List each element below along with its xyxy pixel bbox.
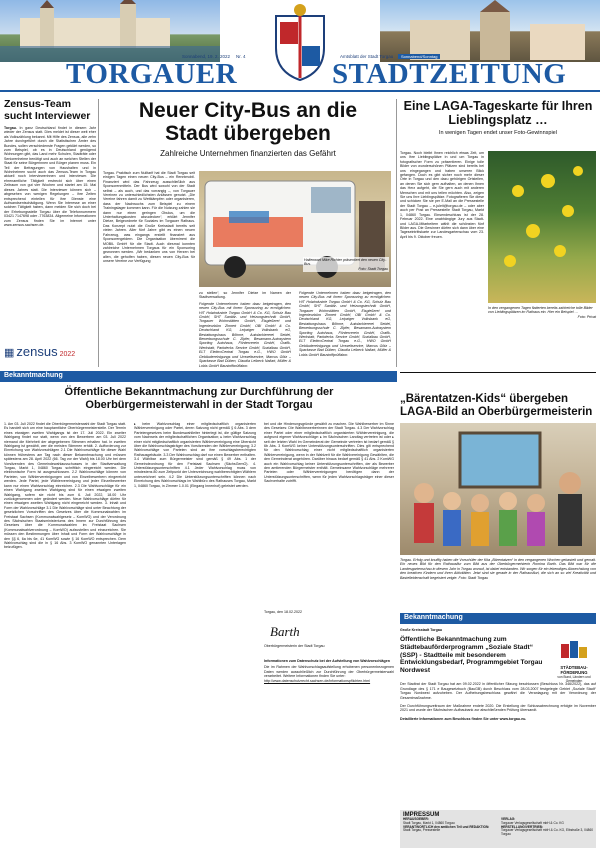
column-divider — [98, 99, 99, 367]
wahl-signer: Oberbürgermeisterin der Stadt Torgau — [264, 644, 325, 649]
laga-caption — [488, 306, 596, 319]
impressum-label-2: VERANTWORTLICH den amtlichen Teil und REDAKTION: — [403, 824, 490, 829]
laga-article — [400, 99, 596, 369]
impressum-label-5: HERSTELLUNG/VERTRIEB: — [501, 824, 543, 829]
citybus-sponsors-cont: Folgende Unternehmen haben dazu beigetragen, den neuen City-Bus mit ihrem Sponsoring zu ermöglichen: HIT Holzindustrie Torgau GmbH & Co. KG, Schulz Bau GmbH, SHT Sanitär- und Heizungstechnik GmbH, Torgauer Wohnstätten GmbH, Eisgießerei und Ingenieurbüro Zinnert GmbH, OBI GmbH & Co. Deutschland KG, Leipziger Volksbank eG, Bestattungshaus Böhme, Autolackiererei Seidel, Bewerbungsschule C. Zipfer, Besamann-Autosystem Sporting Autohaus, Förderverein GmbH, Grafik-Werkstatt, Parkdecks Service GmbH, Sozialbau GmbH, ELT ElektroCentral Torgau e.G., HWO GmbH Gebäudereinigungs und Umweltservice, Marcus Götz – Sparkasse Bad Düben, Claudia Leibeck Nailart, Müller & Lobis GmbH Baustoffprüflabor. — [299, 291, 391, 357]
wahl-col-c-text: bei und die Hinderungsgründe gewählt zu machen. Die Wahlbewerber im Sinne des Gesetzes: Die Wahlbewerberinnen der Stadt Torgau. 4.3 Der Wahlvorschlag einer Partei oder einer mitgliedschaftlich organisierten Wählervereinigung, die aufgrund eigener Wahlvorschläge: ▸ im Sächsischen Landtag vertreten ist oder ▸ seit der letzten Wahl im Gemeinderat der Gemeinde vertreten ist bedarf gemäß § 6b Abs. 3 KomWG keiner Unterstützungsunterschriften. Dies gilt entsprechend für den Wahlvorschlag einer nicht mitgliedschaftlich organisierten Wählervereinigung, wenn in der Wahlzeit für die Wahlvereinigung Gewählten, die den Gemeinderat angehören. Darüber hinaus bedarf gemäß § 41 Abs. 2 KomWG auch ein Wahlvorschlag keiner Unterstützungsunterschriften, der als Bewerber den amtierenden Bürgermeister enthält. Gemeinsame Wahlvorschläge mehrerer Parteien oder Wählervereinigungen benötigen dann der Unterstützungsunterschriften, wenn für jeden Wahlvorschlagsträger einer dieser Sachverhalte zutrifft. — [264, 422, 394, 484]
wahl-col-a: 1. Am 03. Juli 2022 findet die Oberbürgermeisterwahl der Stadt Torgau statt. Es handelt sich um eine hauptamtliche Oberbürgermeisterstelle. Der Termin eines etwaigen zweiten Wahlgangs ist der 17. Juli 2022. Ein zweiter Wahlgang findet nur statt, wenn von den Bewerbern am 03. Juli 2022 niemand die Mehrheit der abgegebenen Stimmen erhalten hat. In zweiten Wahlgang ist gewählt, wer die meisten Stimmen erhält. 2. Aufforderung zur Einreichung von Wahlvorschlägen 2.1 Die Wahlvorschläge für dieser Wahl können frühestens am Tag nach dieser Bekanntmachung und müssen spätestens am 28. April 2022 (66. Tag vor der Wahl) bis 18.00 Uhr bei dem Vorsitzenden des Gemeindewahlausschusses in der Stadtverwaltung Torgau, Markt 1, 04860 Torgau schriftlich eingereicht werden. Die elektronische Form ist ausgeschlossen. 2.2 Wahlvorschläge können von Parteien, von Wählervereinigungen und von Einzelbewerbern eingereicht werden. Jede Partei, jede Wählervereinigung und jeder Einzelbewerber kann nur einen Wahlvorschlag einreichen. 2.3 Die Wahlvorschläge für ein einen Wahlgang zweiten Wahlgang sind für einen etwaigen zweiten Wahlgang, sofern sie nicht bis zum 6. Juli 2022, 18.00 Uhr zurückgenommen oder geändert werden. Neue Wahlvorschläge dürfen für einen etwaigen zweiten Wahlgang nicht eingereicht werden. 3. Inhalt und Form der Wahlvorschläge 3.1 Die Wahlvorschläge sind unter Beachtung der gesetzlichen Vorschriften des Gesetzes über die Kommunalwahlen im Freistaat Sachsen (Kommunalwahlgesetz – KomWG) und der Verordnung des Sächsischen Staatsministeriums des Innern zur Durchführung des Gesetzes über die Kommunalwahlen im Freistaat Sachsen (Kommunalwahlverordnung – KomWO) aufzustellen und einzureichen. Sie müssen den Bestimmungen über Inhalt und Form der Wahlvorschläge in den §§ 6, 6a bis 6e, 41 KomWG sowie § 16 KomWO entsprechen. Dem Wahlvorschlag sind die in § 16 Abs. 3 KomWO genannten Unterlagen beizufügen. — [4, 422, 126, 550]
zensus-heading: Zensus-Team sucht Interviewer — [4, 98, 91, 122]
impressum-text-5: Torgauer Verlagsgesellschaft mbH & Co. KG, Elbstraße 3, 04860 Torgau — [501, 828, 593, 837]
citybus-headline: Neuer City-Bus an die Stadt übergeben — [138, 99, 358, 145]
citybus-col1: Torgau. Praktisch zum Nulltarif hat die Stadt Torgau seit einigen Tagen einen neuen City-Bus – ein Renntmobil. Finanziert wird das Fahrzeug ausschließlich aus Sponsorenmitteln. Der Bus wird sowohl von der Stadt selbst – als auch, und das vorrangig –, von Torgauer Vereinen zu unterschiedlichsten Anlässen genutzt. „Die Vereine fahren damit zu Wettkämpfen oder organisieren, dass der Nachwuchs zum Beispiel zu einem Trainingslager kommen kann. Für die Nutzung zahlen sie dann nur einen geringen Obulus, um die Unterhaltungskosten abzudecken“, erklärt Jennifer Dietze, Beigeordnete für Soziales im Torgauer Rathaus. Das Konzept nutzt die Große Kreisstadt bereits seit vielen Jahren. Aller fünf Jahre gibt es einen neuen Fahrzeug, was eingangs erstellt finanziert aus Sponsorengeldern. Die Organisation übernimmt die MOBIL GmbH für die Stadt. Auch diesmal konnten zahlreiche Unternehmen Torgaus für ein Sponsoring gewonnen werden. „Wir bedanken uns von Herzen bei allen, die geholfen haben, diesen neuen City-Bus für unsere Vereine zur Verfügung — [103, 171, 195, 264]
masthead-title-left: TORGAUER — [66, 58, 238, 90]
citybus-caption-credit: Foto: Stadt Torgau — [358, 266, 388, 271]
zensus-text: In ganz Deutschland findet in diesem Jahr wieder der Zensus statt. Dies meldet ist dieser weit eher als Volkszählung bekannt. Mit Hilfe des Zensus, alle zehn Jahre durchgeführt durch die Statistischen Ämter des Bundes, sollen verschiedenste Fragen geklärt werden, so zum Beispiel, ob es in Deutschland genügend Wohnungen gibt, das Land mehr Schulen, Stadträte oder Seniorenheime benötigt und auch an welchen Stellen der Staat für seine Bürgerinnen und Bürger planen muss. Ein Teil der Befragungen von Haushalten und in Wohnheimen sucht auch das Zensus-Team in Torgau aktuell noch Interviewerinnen und Interviewer. Die ehrenamtliche Tätigkeit erstreckt sich über einen Zeitraum von gut vier Wochen und startet am 15. Mai dieses Jahres statt. Die Interviewer können sich – abgesehen von wenigen Regelungen – ihre Zeiten entsprechend einteilen für ihre Dienste eine Aufwandsentschädigung. Wenn Sie Interesse an einer solchen Tätigkeit haben, dann melden Sie sich doch bei der Erhebungsstelle Torgau über die Telefonnummern 03421 7147698 oder -7763834. Allgemeine Informationen zum Zensus finden Sie im Internet unter www.zensus.sachsen.de. — [4, 126, 96, 227]
masthead-photo-left — [0, 0, 220, 62]
masthead-source: Sonnabend/Sonntag — [398, 54, 440, 59]
citybus-article — [103, 99, 393, 371]
bekanntmachung-bar — [0, 371, 397, 382]
laga-body: Torgau. Noch bleibt Ihnen reichlich etwas Zeit, um uns Ihre Lieblingsplätze in und um Torgau in fotografischer Form zu präsentieren. Einige tolle Bilder von wunderschönen Plätzen sind bereits bei uns eingegangen und haben unseren Blick gefangen. Doch es gibt sicher noch mehr dieser Orte in Torgau und den dazu gehörigen Ortsteilen, an denen Sie sich gern aufhalten, an denen Ihnen das Herz aufgeht, die Sie gern auch mit anderen Menschen und mit uns teilen möchten. Also, zeigen Sie uns Ihre Lieblingsplätze. Fotografieren Sie diese und schicken Sie sie per E-Mail an die Pressestelle der Stadt Torgau – e-juleit@torgau.de – oder aber auch per Post an Pressestelle Stadt Torgau, Markt 1, 04860 Torgau. Einsendeschluss ist der 28. Februar 2022. Eine unabhängige Jury aus Stadt- und LAGA-Mitarbeitern wählt die schönsten fünf Bilder aus. Die Gewinner dürfen sich dann über eine Tageseintrittskarte zur Landesgartenschau vom 23. April bis 9. Oktober freuen. — [400, 151, 484, 239]
wahl-col-c — [264, 422, 394, 846]
masthead-photo-right — [380, 0, 600, 62]
wahl-datenschutz-title: Informationen zum Datenschutz bei der Aufstellung von Wahlvorschlägen — [264, 658, 390, 663]
bekanntmachung-bar-2-label: Bekanntmachung — [404, 614, 463, 621]
wahl-datenschutz-body: Die im Rahmen der Wahlvorschlagsaufstellung erhobenen personenbezogenen Daten werden ausschließlich zur Durchführung der Oberbürgermeisterwahl verarbeitet. Weitere Informationen finden Sie unter: — [264, 665, 394, 679]
impressum-label-3: VERLAG: — [501, 817, 516, 821]
castle-illustration — [0, 0, 220, 62]
wahl-col-b: ▸ beim Wahlvorschlag einer mitgliedschaftlich organisierten Wählervereinigung oder Partei, deren Satzung nicht gemäß § 6 Abs. 3 dem Parteiengesetzes beim Bundeswahlleiter hinterlegt ist, die gültige Satzung vom Nachweis der mitgliedschaftlichen Organisation; ▸ beim Wahlvorschlag einer nicht mitgliedschaftlich organisierten Wählervereinigung eine Übersicht über die Wahlvorschlagsträger des Vorsitzenden der Wählervereinigung; 3.2 Wahlvorschläge von Parteien sind an ihre vorschlagsberechtigten Rathausgebäude. 3.3 Der Wahlvorschlag darf nur einen Bewerber enthalten. 3.4 Wählbar zum Bürgermeister sind gemäß § 49 Abs. 1 der Gemeindeordnung für den Freistaat Sachsen (SächsGemO). 4. Unterstützungsunterschriften 4.1 Jeder Wahlvorschlag muss von mindestens 80 zum Zeitpunkt der Unterzeichnung wahlberechtigten Wählern unterzeichnet sein. 4.2 Die Unterstützungsunterschriften können nach Einreichung des Wahlvorschlags im Wahlbüro des Rathauses Torgau, Markt 1, 04860 Torgau, in Zimmer 1.0.01 (Eingang Innenhof) geleistet werden. — [134, 422, 256, 488]
ssp-kicker: Große Kreisstadt Torgau — [400, 628, 443, 632]
citybus-photo — [199, 171, 391, 287]
citybus-col3a: zu stellen“, so Jennifer Dietze im Namen der Stadtverwaltung. — [199, 291, 291, 300]
wahl-place-date: Torgau, den 18.02.2022 — [264, 610, 302, 614]
baerentatzen-credit: Foto: Stadt Torgau — [458, 575, 489, 580]
zensus-logo-icon: ▦ — [4, 347, 15, 359]
citybus-col2 — [199, 291, 291, 367]
citybus-caption-text: Hallenwart Mike Richter präsentiert den neuen City-Bus. — [304, 258, 387, 267]
baerentatzen-caption-text: Torgau. Erfolg und knuffig haben die Vorschüler der Kita „Bärentatzen“ in den vergangenen Wochen gebastelt und gemalt. Ein neues Bild für den Rathausflur zum Bild aus der Oberbürgermeisterin Romina Barth. Das Bild war für die Landesgartenschau in diesem Jahr in Torgau worauf, ist dabei entstanden. Wir sorgen für ein lebendiges Abwechslung von den kreativen Kindern und ihren Aktivitäten. Jetzt sind sie gerade in der Rathausfluri, die sich an so viel Kreativität und Bastelleidenschaft begeistert zeigte. — [400, 558, 596, 580]
coat-of-arms — [262, 2, 338, 82]
wahl-title: Öffentliche Bekanntmachung zur Durchführung der Oberbürgermeisterwahl in der Stadt Torgau — [64, 386, 334, 411]
impressum — [400, 810, 596, 848]
zensus-logo-text: zensus — [16, 344, 58, 359]
impressum-text-1: Stadt Torgau, Markt 1, 04860 Torgau — [403, 820, 455, 825]
ssp-note: Detaillierte Informationen zum Beschluss finden Sie unter www.torgau.eu. — [400, 716, 527, 721]
ssp-announcement — [400, 628, 596, 808]
baerentatzen-photo — [400, 423, 596, 555]
impressum-title: IMPRESSUM — [403, 812, 440, 818]
wahl-signature: Barth — [270, 624, 300, 640]
zensus-lead: Torgau. — [4, 126, 17, 130]
staedtebau-logo-sub: von Bund, Ländern und Gemeinden — [557, 675, 591, 683]
zensus-logo — [4, 344, 96, 359]
masthead-rule — [0, 90, 600, 92]
staedtebau-logo-icon — [559, 640, 589, 660]
staedtebau-logo — [552, 640, 596, 683]
zensus-body — [4, 126, 96, 341]
ssp-title: Öffentliche Bekanntmachung zum Städtebauförderprogramm „Soziale Stadt“ (SSP) - Stadtteile mit besonderem Entwicklungsbedarf, Programmgebiet Torgau Nordwest — [400, 636, 543, 674]
masthead-issue: Nr. 4 — [236, 54, 246, 59]
wahl-datenschutz-link[interactable]: http://www.datenschutzrecht.sachsen.de/informationspflichten.html — [264, 679, 371, 684]
zensus-article — [4, 99, 96, 369]
laga-caption-credit: Foto: Privat — [577, 314, 596, 319]
laga-caption-text: In den vergangenen Tagen flatterten bereits zahlreiche tolle Bilder von Lieblingsplätzen im Rathaus ein. Hier ein Beispiel … — [488, 306, 593, 315]
citybus-col3b: Folgende Unternehmen haben dazu beigetragen, den neuen City-Bus mit ihrem Sponsoring zu ermöglichen: HIT Holzindustrie Torgau GmbH & Co. KG, Schulz Bau GmbH, SHT Sanitär- und Heizungstechnik GmbH, Torgauer Wohnstätten GmbH, Eisgießerei und Ingenieurbüro Zinnert GmbH, OBI GmbH & Co. Deutschland KG, Leipziger Volksbank eG, Bestattungshaus Böhme, Autolackiererei Seidel, Bewerbungsschule C. Zipfer, Besamann-Autosystem Sporting Autohaus, Förderverein GmbH, Grafik-Werkstatt, Parkdecks Service GmbH, Sozialbau GmbH, ELT ElektroCentral Torgau e.G., HWO GmbH Gebäudereinigungs und Umweltservice, Marcus Götz – Sparkasse Bad Düben, Claudia Leibeck Nailart, Müller & Lobis GmbH Baustoffprüflabor. — [199, 301, 291, 367]
laga-headline: Eine LAGA-Tageskarte für Ihren Lieblingsplatz … — [403, 99, 593, 127]
masthead-title-right: STADTZEITUNG — [332, 58, 567, 90]
impressum-label-1: HERAUSGEBER: — [403, 817, 429, 821]
staedtebau-logo-text: STÄDTEBAU-FÖRDERUNG — [560, 665, 588, 675]
kids-illustration — [400, 423, 596, 555]
baerentatzen-article — [400, 372, 596, 606]
ssp-body-1: Der Stadtrat der Stadt Torgau hat am 09.02.2022 in öffentlicher Sitzung beschlossen (Beschluss Nr. 346/2022), das auf Grundlage des § 171 e Baugesetzbuch (BauGB) durch Beschluss vom 28.03.2007 festgelegte Gebiet „Soziale Stadt“ Torgau Nordwest aufzuheben. Der Aufhebungsbeschluss gewährt die Veranlagung mit der Verordnung der Gesamtmaßnahme. — [400, 682, 596, 700]
bekanntmachung-bar-2 — [400, 613, 596, 624]
masthead-date: Sonnabend, 19. 2. 2022 — [182, 54, 231, 59]
wahl-announcement — [4, 386, 394, 848]
citybus-caption — [303, 257, 389, 272]
column-divider — [396, 99, 397, 367]
lemon-tree-illustration — [488, 151, 596, 303]
zensus-logo-year: 2022 — [59, 351, 76, 358]
baerentatzen-caption — [400, 558, 596, 580]
bekanntmachung-bar-label: Bekanntmachung — [4, 372, 63, 379]
laga-photo — [488, 151, 596, 303]
laga-subhead: In wenigen Tagen endet unser Foto-Gewinnspiel — [439, 130, 557, 136]
baerentatzen-headline: „Bärentatzen-Kids“ übergeben LAGA-Bild an Oberbürgermeisterin — [400, 393, 593, 418]
citybus-subhead: Zahlreiche Unternehmen finanzierten das Gefährt — [160, 149, 336, 158]
impressum-text-3: Torgauer Verlagsgesellschaft mbH & Co. KG — [501, 820, 564, 825]
town-illustration — [380, 0, 600, 62]
ssp-body-2: Der Durchführungszeitraum der Maßnahme endete 2020. Die Erstellung der Schlussabrechnung erfolgte im November 2021 und wurde der Sächsischen Aufbaubank zur abschließenden Prüfung übersandt. — [400, 704, 596, 713]
masthead — [0, 0, 600, 92]
impressum-text-2: Stadt Torgau, Pressestelle — [403, 828, 441, 833]
citybus-col3 — [299, 291, 391, 367]
masthead-official: Amtsblatt der Stadt Torgau — [340, 54, 394, 59]
